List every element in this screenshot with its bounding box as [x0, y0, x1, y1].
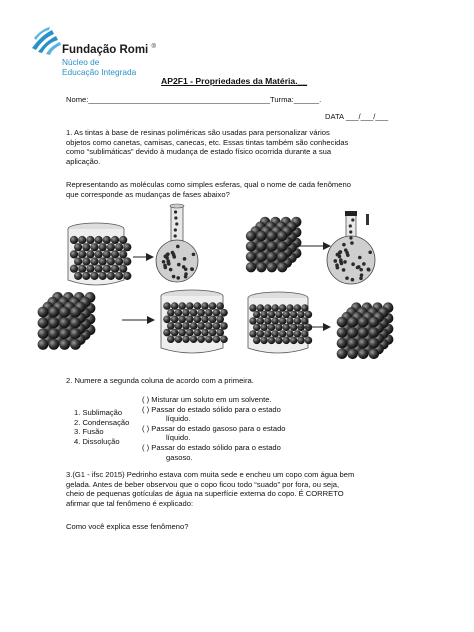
solid-particle-icon [267, 241, 277, 251]
question-2-heading: 2. Numere a segunda coluna de acordo com a primeira. [66, 376, 254, 385]
molecule-icon [268, 324, 275, 331]
molecule-icon [82, 257, 90, 265]
molecule-icon [111, 250, 119, 258]
molecule-icon [209, 316, 217, 324]
gas-particle-icon [349, 224, 352, 227]
molecule-icon [272, 330, 279, 337]
solid-particle-icon [369, 349, 380, 360]
molecule-icon [82, 272, 90, 280]
molecule-icon [260, 324, 267, 331]
molecule-icon [257, 330, 264, 337]
molecule-icon [301, 304, 308, 311]
second-column-item-3-cont: líquido. [166, 433, 191, 443]
molecule-icon [260, 311, 267, 318]
solid-particle-icon [256, 241, 266, 251]
molecule-icon [190, 335, 198, 343]
molecule-icon [290, 311, 297, 318]
solid-particle-icon [347, 338, 358, 349]
gas-particle-icon [349, 230, 352, 233]
solid-particle-icon [48, 339, 59, 350]
molecule-icon [123, 243, 131, 251]
q3-line-1: 3.(G1 - ifsc 2015) Pedrinho estava com muita sede e encheu um copo com água bem [66, 470, 355, 479]
gas-particle-icon [162, 260, 166, 264]
molecule-icon [90, 257, 98, 265]
solid-particle-icon [369, 338, 380, 349]
gas-particle-icon [367, 268, 371, 272]
gas-particle-icon [167, 261, 171, 265]
molecule-icon [171, 316, 179, 324]
solid-particle-icon [38, 317, 49, 328]
gas-particle-icon [345, 276, 349, 280]
gas-particle-icon [192, 253, 196, 257]
molecule-icon [115, 243, 123, 251]
molecule-icon [111, 265, 119, 273]
molecule-icon [264, 317, 271, 324]
gas-particle-icon [334, 259, 338, 263]
molecule-icon [119, 236, 127, 244]
molecule-icon [90, 243, 98, 251]
molecule-icon [182, 335, 190, 343]
solid-particle-icon [246, 262, 256, 272]
solid-particle-icon [277, 231, 287, 241]
molecule-icon [82, 243, 90, 251]
second-column-item-4-text: ( ) Passar do estado sólido para o estado [142, 442, 281, 452]
solid-particle-icon [347, 327, 358, 338]
solid-cube-3-icon [337, 302, 394, 359]
solid-particle-icon [70, 317, 81, 328]
molecule-icon [290, 337, 297, 344]
molecule-icon [99, 272, 107, 280]
molecule-icon [119, 265, 127, 273]
gas-particle-icon [359, 276, 363, 280]
question-3-prompt: Como você explica esse fenômeno? [66, 522, 189, 531]
gas-particle-icon [165, 256, 169, 260]
molecule-icon [178, 329, 186, 337]
molecule-icon [201, 316, 209, 324]
gas-particle-icon [362, 262, 366, 266]
q3-line-2: gelada. Antes de beber observou que o copo ficou todo “suado” por fora, ou seja, [66, 479, 340, 489]
q1-line-3: como “sublimáticas” devido à mudança de estado físico ocorrida durante a sua [66, 147, 332, 157]
molecule-icon [186, 302, 194, 310]
second-column-item-2[interactable] [142, 405, 286, 424]
solid-particle-icon [277, 262, 287, 272]
molecule-icon [70, 250, 78, 258]
molecule-icon [205, 335, 213, 343]
solid-particle-icon [59, 339, 70, 350]
molecule-icon [297, 337, 304, 344]
gas-particle-icon [350, 241, 354, 245]
gas-particle-icon [174, 210, 177, 213]
gas-particle-icon [368, 250, 372, 254]
question-3-text [66, 470, 354, 508]
solid-particle-icon [267, 262, 277, 272]
molecule-icon [197, 322, 205, 330]
molecule-icon [123, 272, 131, 280]
molecule-icon [216, 302, 224, 310]
solid-particle-icon [347, 349, 358, 360]
molecule-icon [283, 324, 290, 331]
gas-particle-icon [176, 245, 180, 249]
molecule-icon [163, 329, 171, 337]
molecule-icon [171, 302, 179, 310]
molecule-icon [190, 322, 198, 330]
solid-particle-icon [347, 317, 358, 328]
q1-prompt-line-1: Representando as moléculas como simples esferas, qual o nome de cada fenômeno [66, 180, 351, 189]
solid-particle-icon [246, 252, 256, 262]
gas-particle-icon [177, 263, 181, 267]
molecule-icon [95, 236, 103, 244]
molecule-icon [305, 311, 312, 318]
molecule-icon [95, 265, 103, 273]
solid-particle-icon [70, 339, 81, 350]
molecule-icon [294, 330, 301, 337]
molecule-icon [297, 311, 304, 318]
gas-particle-icon [336, 266, 340, 270]
molecule-icon [220, 309, 228, 317]
gas-particle-icon [190, 268, 194, 272]
molecule-icon [107, 243, 115, 251]
molecule-icon [275, 324, 282, 331]
molecule-icon [175, 309, 183, 317]
molecule-icon [294, 317, 301, 324]
molecule-icon [305, 337, 312, 344]
molecule-icon [119, 250, 127, 258]
solid-particle-icon [277, 241, 287, 251]
solid-particle-icon [369, 327, 380, 338]
solid-particle-icon [369, 317, 380, 328]
gas-particle-icon [184, 272, 188, 276]
solid-particle-icon [246, 231, 256, 241]
molecule-icon [171, 329, 179, 337]
molecule-icon [107, 272, 115, 280]
gas-particle-icon [349, 236, 352, 239]
molecule-icon [175, 335, 183, 343]
solid-particle-icon [267, 231, 277, 241]
molecule-icon [115, 272, 123, 280]
molecule-icon [197, 335, 205, 343]
solid-particle-icon [337, 349, 348, 360]
gas-particle-icon [171, 251, 175, 255]
solid-cube-1-icon [246, 217, 302, 273]
solid-particle-icon [358, 317, 369, 328]
molecule-icon [182, 322, 190, 330]
molecule-icon [220, 322, 228, 330]
gas-particle-icon [338, 255, 342, 259]
molecule-icon [86, 250, 94, 258]
gas-particle-icon [174, 216, 177, 219]
molecule-icon [74, 257, 82, 265]
gas-particle-icon [359, 268, 363, 272]
registered-mark: ® [151, 44, 156, 51]
molecule-icon [90, 272, 98, 280]
molecule-icon [260, 337, 267, 344]
molecule-icon [249, 304, 256, 311]
molecule-icon [301, 330, 308, 337]
molecule-icon [70, 236, 78, 244]
molecule-icon [103, 236, 111, 244]
second-column-item-4[interactable] [142, 443, 286, 462]
molecule-icon [268, 311, 275, 318]
gas-particle-icon [351, 218, 354, 221]
molecule-icon [286, 330, 293, 337]
molecule-icon [74, 272, 82, 280]
solid-cube-2-icon [38, 292, 96, 350]
gas-particle-icon [358, 256, 362, 260]
gas-particle-icon [176, 276, 180, 280]
first-column-item-4: 4. Dissolução [74, 436, 120, 446]
gas-particle-icon [339, 260, 343, 264]
second-column-item-2-text: ( ) Passar do estado sólido para o estado [142, 404, 281, 414]
gas-particle-icon [339, 250, 343, 254]
second-column-item-1-text: ( ) Misturar um soluto em um solvente. [142, 395, 272, 404]
molecule-icon [290, 324, 297, 331]
molecule-icon [294, 304, 301, 311]
molecule-icon [275, 337, 282, 344]
solid-particle-icon [256, 262, 266, 272]
molecule-icon [167, 309, 175, 317]
molecule-icon [74, 243, 82, 251]
molecule-icon [209, 302, 217, 310]
solid-particle-icon [48, 317, 59, 328]
molecule-icon [175, 322, 183, 330]
gas-particle-icon [166, 252, 170, 256]
solid-particle-icon [267, 252, 277, 262]
gas-particle-icon [183, 257, 187, 261]
molecule-icon [213, 309, 221, 317]
molecule-icon [257, 317, 264, 324]
molecule-icon [272, 317, 279, 324]
molecule-icon [167, 335, 175, 343]
second-column-item-1[interactable] [142, 395, 286, 405]
logo-sub-line-1: Núcleo de [62, 57, 100, 67]
date-line: DATA ___/___/___ [325, 112, 389, 121]
molecule-icon [201, 302, 209, 310]
molecule-icon [249, 330, 256, 337]
second-column [142, 395, 286, 462]
molecule-icon [78, 250, 86, 258]
molecule-icon [111, 236, 119, 244]
gas-particle-icon [174, 234, 177, 237]
molecule-icon [213, 335, 221, 343]
solid-particle-icon [256, 252, 266, 262]
molecule-icon [194, 302, 202, 310]
molecule-icon [103, 250, 111, 258]
molecule-icon [99, 257, 107, 265]
gas-particle-icon [172, 275, 176, 279]
solid-particle-icon [277, 252, 287, 262]
solid-particle-icon [337, 327, 348, 338]
solid-particle-icon [70, 307, 81, 318]
page-title: AP2F1 - Propriedades da Matéria.__ [161, 76, 308, 86]
molecule-icon [264, 304, 271, 311]
gas-particle-icon [164, 266, 168, 270]
molecule-icon [167, 322, 175, 330]
molecule-icon [163, 302, 171, 310]
solid-particle-icon [358, 327, 369, 338]
q3-line-3: cheio de pequenas gotículas de água na superfície externa do copo. É CORRETO [66, 489, 344, 499]
molecule-icon [190, 309, 198, 317]
solid-particle-icon [38, 328, 49, 339]
gas-particle-icon [351, 278, 355, 282]
molecule-icon [264, 330, 271, 337]
molecule-icon [86, 236, 94, 244]
molecule-icon [283, 337, 290, 344]
molecule-icon [163, 316, 171, 324]
molecule-icon [286, 304, 293, 311]
gas-particle-icon [342, 268, 346, 272]
gas-particle-icon [343, 260, 347, 264]
molecule-icon [213, 322, 221, 330]
second-column-item-2-cont: líquido. [166, 414, 191, 424]
logo-brand-text: Fundação Romi [62, 44, 149, 56]
solid-particle-icon [337, 338, 348, 349]
molecule-icon [253, 324, 260, 331]
solid-particle-icon [358, 338, 369, 349]
first-column-item-3: 3. Fusão [74, 427, 104, 437]
molecule-icon [115, 257, 123, 265]
molecule-icon [107, 257, 115, 265]
molecule-icon [253, 311, 260, 318]
molecule-icon [220, 335, 228, 343]
molecule-icon [283, 311, 290, 318]
second-column-item-4-cont: gasoso. [166, 452, 193, 462]
molecule-icon [301, 317, 308, 324]
gas-particle-icon [344, 248, 348, 252]
molecule-icon [186, 316, 194, 324]
molecule-icon [186, 329, 194, 337]
first-column-item-1: 1. Sublimação [74, 408, 123, 417]
molecule-icon [216, 329, 224, 337]
molecule-icon [194, 316, 202, 324]
molecule-icon [209, 329, 217, 337]
molecule-icon [95, 250, 103, 258]
solid-particle-icon [59, 307, 70, 318]
molecule-icon [99, 243, 107, 251]
molecule-icon [249, 317, 256, 324]
gas-particle-icon [342, 243, 346, 247]
name-turma-line: Nome:___________________________________________Turma:______. [66, 95, 322, 104]
molecule-icon [78, 265, 86, 273]
solid-particle-icon [337, 317, 348, 328]
solid-particle-icon [59, 328, 70, 339]
molecule-icon [205, 322, 213, 330]
second-column-item-3[interactable] [142, 424, 286, 443]
molecule-icon [197, 309, 205, 317]
flask-gas-2-icon [327, 211, 375, 284]
solid-particle-icon [38, 307, 49, 318]
solid-particle-icon [358, 349, 369, 360]
molecule-icon [279, 330, 286, 337]
gas-particle-icon [169, 268, 173, 272]
molecule-icon [279, 317, 286, 324]
solid-particle-icon [48, 328, 59, 339]
molecule-icon [216, 316, 224, 324]
molecule-icon [279, 304, 286, 311]
solid-particle-icon [48, 307, 59, 318]
molecule-icon [257, 304, 264, 311]
molecule-icon [286, 317, 293, 324]
solid-particle-icon [70, 328, 81, 339]
molecule-icon [182, 309, 190, 317]
molecule-icon [86, 265, 94, 273]
second-column-item-3-text: ( ) Passar do estado gasoso para o estado [142, 423, 286, 433]
solid-particle-icon [38, 339, 49, 350]
solid-particle-icon [59, 317, 70, 328]
gas-particle-icon [184, 267, 188, 271]
molecule-icon [178, 316, 186, 324]
gas-particle-icon [174, 228, 177, 231]
first-column-item-2: 2. Condensação [74, 417, 130, 427]
gas-particle-icon [356, 266, 360, 270]
q1-line-4: aplicação. [66, 156, 101, 166]
molecule-icon [178, 302, 186, 310]
first-column [74, 408, 129, 446]
solid-particle-icon [256, 231, 266, 241]
q1-line-2: objetos como canetas, camisas, canecas, etc. Essas tintas também são conhecidas [66, 137, 349, 147]
molecule-icon [123, 257, 131, 265]
q3-line-4: afirmar que tal fenômeno é explicado: [66, 498, 194, 508]
molecule-icon [205, 309, 213, 317]
gas-particle-icon [351, 262, 355, 266]
molecule-icon [194, 329, 202, 337]
gas-particle-icon [360, 273, 364, 277]
logo-sub-line-2: Educação Integrada [62, 66, 137, 77]
q1-line-1: 1. As tintas à base de resinas poliméricas são usadas para personalizar vários [66, 128, 330, 137]
molecule-icon [103, 265, 111, 273]
molecule-icon [201, 329, 209, 337]
molecule-icon [272, 304, 279, 311]
molecule-icon [268, 337, 275, 344]
molecule-icon [275, 311, 282, 318]
solid-particle-icon [246, 241, 256, 251]
q1-prompt-line-2: que corresponde as mudanças de fases abaixo? [66, 189, 230, 199]
gas-particle-icon [175, 222, 178, 225]
molecule-icon [70, 265, 78, 273]
molecule-icon [78, 236, 86, 244]
molecule-icon [253, 337, 260, 344]
